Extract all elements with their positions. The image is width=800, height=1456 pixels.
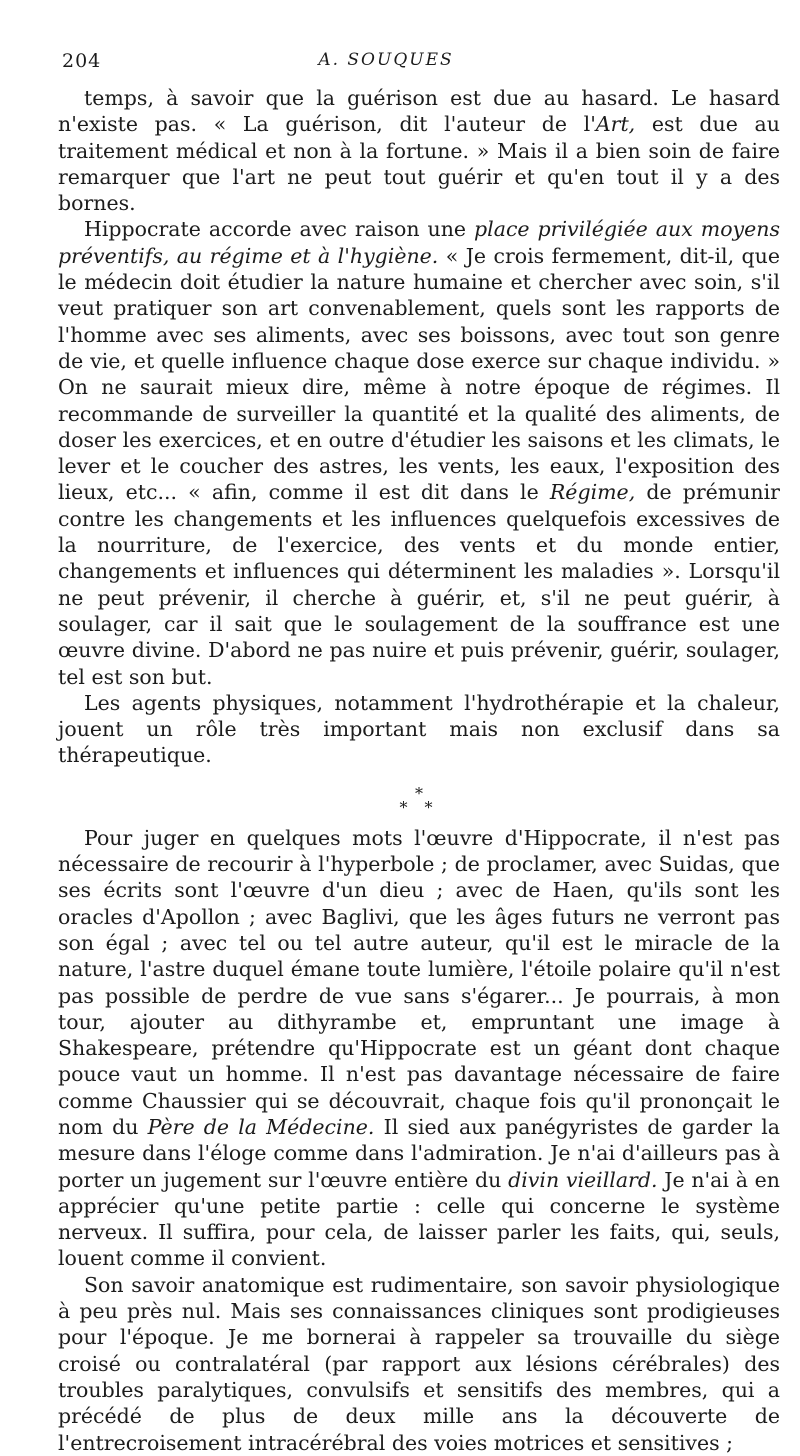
italic-run: divin vieillard. — [508, 1167, 658, 1192]
text-run: de prémunir contre les changements et les influences quelquefois excessives de la nourriture, de l'exercice, des vents et du monde entier, changements et influences qui déterminent les maladies ». Lorsqu'il ne peut prévenir, il cherche à guérir, et, s'il ne peut guérir, à soulager, car il sait que le soulagement de la souffrance est une œuvre divine. D'abord ne pas nuire et puis prévenir, guérir, soulager, tel est son but. — [58, 480, 780, 689]
text-run: Les agents physiques, notamment l'hydrothérapie et la chaleur, jouent un rôle très important mais non exclusif dans sa thérapeutique. — [58, 690, 780, 768]
italic-run: place privilégiée aux moyens préventifs, au régime et à l'hygiène. — [58, 217, 780, 268]
text-run: Hippocrate accorde avec raison une — [84, 217, 475, 242]
text-run: « Je crois fermement, dit-il, que le médecin doit étudier la nature humaine et chercher avec soin, s'il veut pratiquer son art convenablement, quels sont les rapports de l'homme avec ses aliments, avec ses boissons, avec tout son genre de vie, et quelle influence chaque dose exerce sur chaque individu. » On ne saurait mieux dire, même à notre époque de régimes. Il recommande de surveiller la quantité et la qualité des aliments, de doser les exercices, et en outre d'étudier les saisons et les climats, le lever et le coucher des astres, les vents, les eaux, l'exposition des lieux, etc... « afin, comme il est dit dans le — [58, 243, 780, 505]
section-separator — [58, 769, 780, 825]
text-run: temps, à savoir que la guérison est due au hasard. Le hasard n'existe pas. « La guérison, dit l'auteur de l' — [58, 86, 780, 137]
asterism-top: * — [415, 783, 423, 803]
paragraph-5 — [58, 1272, 780, 1456]
paragraph-1 — [58, 85, 780, 216]
running-head — [62, 50, 770, 80]
page-number: 204 — [62, 50, 102, 72]
paragraph-3 — [58, 690, 780, 769]
italic-run: Art, — [595, 112, 636, 137]
text-run: Je n'ai à en apprécier qu'une petite partie : celle qui concerne le système nerveux. Il suffira, pour cela, de laisser parler les faits, qui, seuls, louent comme il convient. — [58, 1167, 781, 1271]
running-title: A. SOUQUES — [318, 50, 454, 70]
asterism-bottom: * * — [399, 797, 439, 817]
body-text — [58, 85, 780, 1456]
paragraph-2 — [58, 216, 780, 689]
text-run: Son savoir anatomique est rudimentaire, son savoir physiologique à peu près nul. Mais ses connaissances cliniques sont prodigieuses pour l'époque. Je me bornerai à rappeler sa trouvaille du siège croisé ou contralatéral (par rapport aux lésions cérébrales) des troubles paralytiques, convulsifs et sensitifs des membres, qui a précédé de plus de deux mille ans la découverte de l'entrecroisement intracérébral des voies motrices et sensitives ; — [58, 1272, 780, 1455]
text-run: Il sied aux panégyristes de garder la mesure dans l'éloge comme dans l'admiration. Je n'ai d'ailleurs pas à porter un jugement sur l'œuvre entière du — [58, 1114, 781, 1192]
text-run: est due au traitement médical et non à la fortune. » Mais il a bien soin de faire remarquer que l'art ne peut tout guérir et qu'en tout il y a des bornes. — [58, 112, 780, 216]
text-run: Pour juger en quelques mots l'œuvre d'Hippocrate, il n'est pas nécessaire de recourir à l'hyperbole ; de proclamer, avec Suidas, que ses écrits sont l'œuvre d'un dieu ; avec de Haen, qu'ils sont les oracles d'Apollon ; avec Baglivi, que les âges futurs ne verront pas son égal ; avec tel ou tel autre auteur, qu'il est le miracle de la nature, l'astre duquel émane toute lumière, l'étoile polaire qu'il n'est pas possible de perdre de vue sans s'égarer... Je pourrais, à mon tour, ajouter au dithyrambe et, empruntant une image à Shakespeare, prétendre qu'Hippocrate est un géant dont chaque pouce vaut un homme. Il n'est pas davantage nécessaire de faire comme Chaussier qui se découvrait, chaque fois qu'il prononçait le nom du — [58, 825, 780, 1139]
paragraph-4 — [58, 825, 780, 1272]
italic-run: Père de la Médecine. — [147, 1114, 375, 1139]
italic-run: Régime, — [549, 480, 636, 505]
